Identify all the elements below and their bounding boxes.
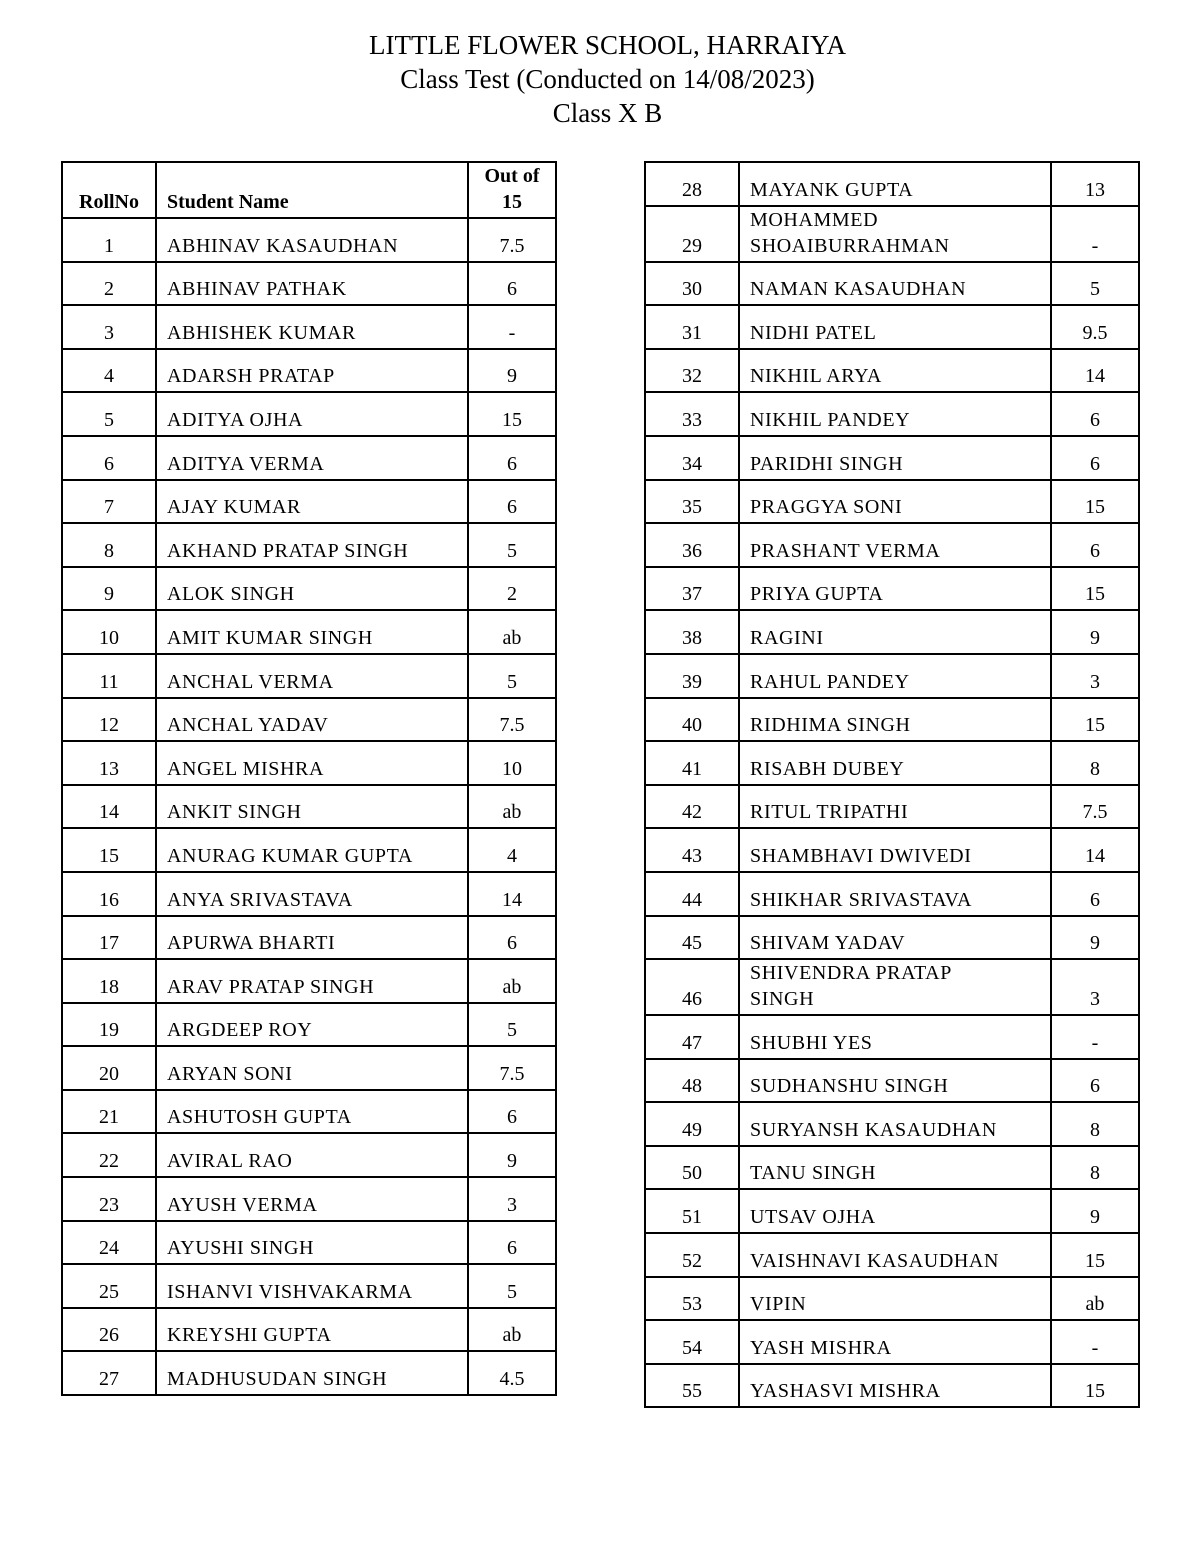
student-name-line1: YASHASVI MISHRA xyxy=(750,1380,941,1403)
student-name xyxy=(739,480,1051,524)
table-row xyxy=(62,610,556,654)
roll-number: 22 xyxy=(62,1133,156,1177)
roll-number: 30 xyxy=(645,262,739,306)
table-row xyxy=(645,1059,1139,1103)
student-name: ANYA SRIVASTAVA xyxy=(156,872,468,916)
student-name: ARAV PRATAP SINGH xyxy=(156,959,468,1003)
student-name: MADHUSUDAN SINGH xyxy=(156,1351,468,1395)
student-name-line1: VIPIN xyxy=(750,1293,807,1316)
roll-number: 35 xyxy=(645,480,739,524)
table-row xyxy=(645,567,1139,611)
student-name-line1: SUDHANSHU SINGH xyxy=(750,1075,949,1098)
student-name: APURWA BHARTI xyxy=(156,916,468,960)
roll-number: 2 xyxy=(62,262,156,306)
marks-value: ab xyxy=(468,785,556,829)
marks-value: 6 xyxy=(468,436,556,480)
marks-value: 4.5 xyxy=(468,1351,556,1395)
marks-value: 6 xyxy=(1051,1059,1139,1103)
marks-value: - xyxy=(468,305,556,349)
student-name-line1: SURYANSH KASAUDHAN xyxy=(750,1118,997,1141)
marks-value: 8 xyxy=(1051,1146,1139,1190)
roll-number: 38 xyxy=(645,610,739,654)
table-row xyxy=(645,1277,1139,1321)
table-row xyxy=(645,654,1139,698)
student-name xyxy=(739,206,1051,262)
student-name: ALOK SINGH xyxy=(156,567,468,611)
student-name xyxy=(739,1102,1051,1146)
student-name: AVIRAL RAO xyxy=(156,1133,468,1177)
roll-number: 26 xyxy=(62,1308,156,1352)
student-name-line1: PRAGGYA SONI xyxy=(750,496,903,519)
table-row xyxy=(645,872,1139,916)
marks-value: - xyxy=(1051,1015,1139,1059)
table-row xyxy=(62,218,556,262)
student-name-line1: PRIYA GUPTA xyxy=(750,583,884,606)
table-row xyxy=(645,698,1139,742)
student-name xyxy=(739,349,1051,393)
marks-value: 9 xyxy=(1051,610,1139,654)
table-row xyxy=(62,436,556,480)
student-name xyxy=(739,1146,1051,1190)
roll-number: 50 xyxy=(645,1146,739,1190)
student-name xyxy=(739,1015,1051,1059)
table-row xyxy=(62,741,556,785)
table-row xyxy=(645,828,1139,872)
table-row xyxy=(62,916,556,960)
student-name: ADARSH PRATAP xyxy=(156,349,468,393)
roll-number: 43 xyxy=(645,828,739,872)
roll-number: 19 xyxy=(62,1003,156,1047)
student-name: ABHISHEK KUMAR xyxy=(156,305,468,349)
test-title: Class Test (Conducted on 14/08/2023) xyxy=(400,64,815,94)
marks-value: 15 xyxy=(1051,1364,1139,1408)
student-name: AJAY KUMAR xyxy=(156,480,468,524)
student-name-line1: NAMAN KASAUDHAN xyxy=(750,278,967,301)
marks-header xyxy=(468,162,556,218)
student-name xyxy=(739,741,1051,785)
table-row xyxy=(645,959,1139,1015)
student-name xyxy=(739,1059,1051,1103)
student-name xyxy=(739,567,1051,611)
table-row xyxy=(62,523,556,567)
roll-number: 1 xyxy=(62,218,156,262)
student-name-line1: SHIKHAR SRIVASTAVA xyxy=(750,888,973,911)
student-name: AMIT KUMAR SINGH xyxy=(156,610,468,654)
table-row xyxy=(62,1264,556,1308)
table-row xyxy=(62,262,556,306)
table-row xyxy=(62,785,556,829)
roll-number: 54 xyxy=(645,1320,739,1364)
student-name-line1: YASH MISHRA xyxy=(750,1336,892,1359)
table-row xyxy=(62,567,556,611)
student-name-line1: UTSAV OJHA xyxy=(750,1206,876,1229)
table-row xyxy=(62,392,556,436)
student-name-line1: RITUL TRIPATHI xyxy=(750,801,909,824)
student-name: AYUSH VERMA xyxy=(156,1177,468,1221)
header-row xyxy=(62,162,556,218)
student-name: ANCHAL VERMA xyxy=(156,654,468,698)
table-row xyxy=(645,349,1139,393)
student-name xyxy=(739,1233,1051,1277)
student-name xyxy=(739,610,1051,654)
roll-number: 31 xyxy=(645,305,739,349)
student-name xyxy=(739,1364,1051,1408)
student-name-line1: NIKHIL ARYA xyxy=(750,365,882,388)
table-row xyxy=(645,392,1139,436)
marks-header-line1: Out of xyxy=(484,165,540,187)
rollno-header: RollNo xyxy=(62,162,156,218)
roll-number: 7 xyxy=(62,480,156,524)
student-name: ASHUTOSH GUPTA xyxy=(156,1090,468,1134)
marks-value: 5 xyxy=(468,1003,556,1047)
table-row xyxy=(62,305,556,349)
marks-value: 15 xyxy=(1051,567,1139,611)
student-name: ARYAN SONI xyxy=(156,1046,468,1090)
table-row xyxy=(62,1308,556,1352)
student-name xyxy=(739,162,1051,206)
roll-number: 11 xyxy=(62,654,156,698)
marks-value: 6 xyxy=(1051,392,1139,436)
marks-value: 3 xyxy=(1051,654,1139,698)
roll-number: 10 xyxy=(62,610,156,654)
roll-number: 8 xyxy=(62,523,156,567)
student-name xyxy=(739,698,1051,742)
table-row xyxy=(62,1351,556,1395)
table-row xyxy=(645,1102,1139,1146)
student-name: ARGDEEP ROY xyxy=(156,1003,468,1047)
student-name: ANGEL MISHRA xyxy=(156,741,468,785)
student-name xyxy=(739,523,1051,567)
marks-value: 6 xyxy=(1051,872,1139,916)
marks-value: 14 xyxy=(1051,349,1139,393)
table-row xyxy=(62,480,556,524)
table-row xyxy=(62,828,556,872)
roll-number: 37 xyxy=(645,567,739,611)
marks-value: 9 xyxy=(1051,916,1139,960)
marks-table-left xyxy=(61,161,557,1396)
marks-value: 6 xyxy=(468,1090,556,1134)
marks-value: 13 xyxy=(1051,162,1139,206)
roll-number: 44 xyxy=(645,872,739,916)
marks-value: 6 xyxy=(1051,436,1139,480)
marks-value: 3 xyxy=(1051,959,1139,1015)
marks-value: - xyxy=(1051,206,1139,262)
table-row xyxy=(645,741,1139,785)
student-name: ANCHAL YADAV xyxy=(156,698,468,742)
student-name xyxy=(739,1277,1051,1321)
student-name-line1: SHAMBHAVI DWIVEDI xyxy=(750,844,972,867)
roll-number: 5 xyxy=(62,392,156,436)
student-name: ABHINAV KASAUDHAN xyxy=(156,218,468,262)
table-row xyxy=(645,162,1139,206)
student-name xyxy=(739,1189,1051,1233)
marks-value: 9.5 xyxy=(1051,305,1139,349)
marks-value: 2 xyxy=(468,567,556,611)
table-row xyxy=(645,1146,1139,1190)
student-name-line1: SHIVAM YADAV xyxy=(750,932,906,955)
table-row xyxy=(645,1189,1139,1233)
class-name: Class X B xyxy=(552,98,663,128)
student-name-line1: RIDHIMA SINGH xyxy=(750,714,911,737)
table-row xyxy=(62,1046,556,1090)
table-row xyxy=(645,206,1139,262)
table-row xyxy=(62,1177,556,1221)
roll-number: 14 xyxy=(62,785,156,829)
student-name-line1: NIKHIL PANDEY xyxy=(750,408,911,431)
marks-value: 5 xyxy=(468,1264,556,1308)
roll-number: 32 xyxy=(645,349,739,393)
marks-value: ab xyxy=(468,610,556,654)
roll-number: 13 xyxy=(62,741,156,785)
student-name: KREYSHI GUPTA xyxy=(156,1308,468,1352)
marks-value: 6 xyxy=(468,1221,556,1265)
roll-number: 34 xyxy=(645,436,739,480)
student-name: ANURAG KUMAR GUPTA xyxy=(156,828,468,872)
table-row xyxy=(62,698,556,742)
student-name xyxy=(739,785,1051,829)
table-row xyxy=(62,1003,556,1047)
roll-number: 55 xyxy=(645,1364,739,1408)
student-name-line1: RISABH DUBEY xyxy=(750,757,905,780)
student-name-line1: RAHUL PANDEY xyxy=(750,670,910,693)
marks-value: - xyxy=(1051,1320,1139,1364)
student-name: ABHINAV PATHAK xyxy=(156,262,468,306)
school-name: LITTLE FLOWER SCHOOL, HARRAIYA xyxy=(369,30,846,60)
student-name: ISHANVI VISHVAKARMA xyxy=(156,1264,468,1308)
table-row xyxy=(645,1015,1139,1059)
table-row xyxy=(645,523,1139,567)
student-name xyxy=(739,654,1051,698)
marks-header-line2: 15 xyxy=(502,191,522,213)
roll-number: 9 xyxy=(62,567,156,611)
roll-number: 25 xyxy=(62,1264,156,1308)
table-row xyxy=(645,1233,1139,1277)
student-name-line1: MAYANK GUPTA xyxy=(750,178,914,201)
roll-number: 49 xyxy=(645,1102,739,1146)
roll-number: 12 xyxy=(62,698,156,742)
student-name: ADITYA OJHA xyxy=(156,392,468,436)
roll-number: 33 xyxy=(645,392,739,436)
marks-value: 14 xyxy=(468,872,556,916)
student-name xyxy=(739,262,1051,306)
roll-number: 29 xyxy=(645,206,739,262)
table-row xyxy=(62,654,556,698)
student-name xyxy=(739,872,1051,916)
student-name xyxy=(739,828,1051,872)
student-name-line1: MOHAMMED xyxy=(750,208,879,231)
roll-number: 52 xyxy=(645,1233,739,1277)
table-row xyxy=(645,436,1139,480)
document-header xyxy=(0,28,1200,130)
table-row xyxy=(645,305,1139,349)
roll-number: 4 xyxy=(62,349,156,393)
roll-number: 16 xyxy=(62,872,156,916)
roll-number: 51 xyxy=(645,1189,739,1233)
student-name-line1: SHUBHI YES xyxy=(750,1031,873,1054)
table-row xyxy=(62,959,556,1003)
roll-number: 15 xyxy=(62,828,156,872)
table-row xyxy=(62,1221,556,1265)
roll-number: 20 xyxy=(62,1046,156,1090)
marks-value: 15 xyxy=(468,392,556,436)
roll-number: 36 xyxy=(645,523,739,567)
marks-value: ab xyxy=(468,959,556,1003)
table-row xyxy=(62,872,556,916)
roll-number: 48 xyxy=(645,1059,739,1103)
marks-value: 8 xyxy=(1051,1102,1139,1146)
marks-value: 6 xyxy=(468,916,556,960)
marks-value: 7.5 xyxy=(468,1046,556,1090)
student-name: ANKIT SINGH xyxy=(156,785,468,829)
marks-value: 5 xyxy=(468,654,556,698)
table-row xyxy=(645,480,1139,524)
student-name xyxy=(739,305,1051,349)
roll-number: 40 xyxy=(645,698,739,742)
marks-value: 9 xyxy=(1051,1189,1139,1233)
table-row xyxy=(645,262,1139,306)
marks-table-right xyxy=(644,161,1140,1408)
table-row xyxy=(645,785,1139,829)
roll-number: 18 xyxy=(62,959,156,1003)
marks-value: 7.5 xyxy=(1051,785,1139,829)
student-name-line1: SHIVENDRA PRATAP xyxy=(750,962,952,985)
student-name-line1: PARIDHI SINGH xyxy=(750,452,904,475)
table-row xyxy=(645,1320,1139,1364)
marks-value: 15 xyxy=(1051,1233,1139,1277)
roll-number: 21 xyxy=(62,1090,156,1134)
roll-number: 24 xyxy=(62,1221,156,1265)
student-name-line1: TANU SINGH xyxy=(750,1162,877,1185)
student-name-header: Student Name xyxy=(156,162,468,218)
roll-number: 39 xyxy=(645,654,739,698)
student-name-line1: NIDHI PATEL xyxy=(750,321,877,344)
student-name-line1: VAISHNAVI KASAUDHAN xyxy=(750,1249,1000,1272)
marks-value: 4 xyxy=(468,828,556,872)
student-name xyxy=(739,436,1051,480)
roll-number: 42 xyxy=(645,785,739,829)
marks-value: 6 xyxy=(468,480,556,524)
roll-number: 46 xyxy=(645,959,739,1015)
roll-number: 3 xyxy=(62,305,156,349)
table-row xyxy=(645,916,1139,960)
marks-value: ab xyxy=(468,1308,556,1352)
student-name: AKHAND PRATAP SINGH xyxy=(156,523,468,567)
marks-value: 9 xyxy=(468,349,556,393)
table-row xyxy=(62,349,556,393)
student-name: AYUSHI SINGH xyxy=(156,1221,468,1265)
marks-value: 7.5 xyxy=(468,218,556,262)
roll-number: 28 xyxy=(645,162,739,206)
student-name-line2: SHOAIBURRAHMAN xyxy=(750,234,950,257)
marks-value: 9 xyxy=(468,1133,556,1177)
marks-value: 7.5 xyxy=(468,698,556,742)
roll-number: 41 xyxy=(645,741,739,785)
roll-number: 47 xyxy=(645,1015,739,1059)
table-row xyxy=(645,1364,1139,1408)
roll-number: 17 xyxy=(62,916,156,960)
marks-value: 15 xyxy=(1051,698,1139,742)
student-name xyxy=(739,392,1051,436)
student-name-line2: SINGH xyxy=(750,988,815,1011)
roll-number: 23 xyxy=(62,1177,156,1221)
student-name: ADITYA VERMA xyxy=(156,436,468,480)
table-row xyxy=(645,610,1139,654)
marks-value: 5 xyxy=(1051,262,1139,306)
student-name xyxy=(739,1320,1051,1364)
marks-value: 14 xyxy=(1051,828,1139,872)
marks-value: 10 xyxy=(468,741,556,785)
student-name xyxy=(739,916,1051,960)
marks-value: 8 xyxy=(1051,741,1139,785)
student-name xyxy=(739,959,1051,1015)
marks-value: ab xyxy=(1051,1277,1139,1321)
marks-value: 5 xyxy=(468,523,556,567)
marks-value: 15 xyxy=(1051,480,1139,524)
marks-value: 6 xyxy=(1051,523,1139,567)
roll-number: 27 xyxy=(62,1351,156,1395)
roll-number: 53 xyxy=(645,1277,739,1321)
roll-number: 45 xyxy=(645,916,739,960)
student-name-line1: PRASHANT VERMA xyxy=(750,539,941,562)
marks-value: 6 xyxy=(468,262,556,306)
table-row xyxy=(62,1133,556,1177)
table-row xyxy=(62,1090,556,1134)
student-name-line1: RAGINI xyxy=(750,626,824,649)
roll-number: 6 xyxy=(62,436,156,480)
marks-value: 3 xyxy=(468,1177,556,1221)
